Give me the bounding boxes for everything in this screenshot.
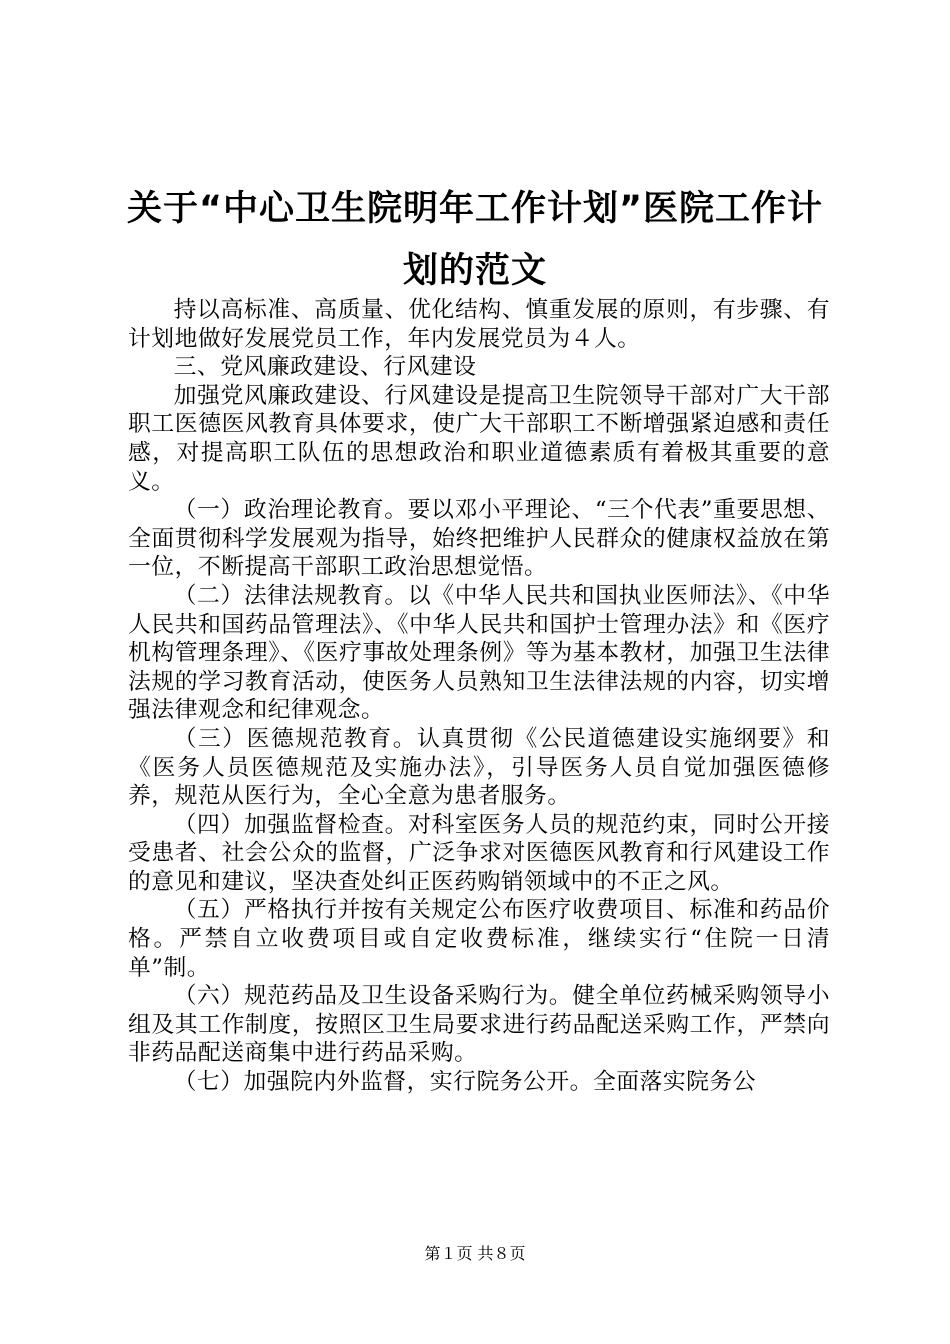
paragraph: （五）严格执行并按有关规定公布医疗收费项目、标准和药品价格。严禁自立收费项目或自定收费标准，继续实行“住院一日清单”制。 <box>128 897 830 981</box>
paragraph: （四）加强监督检查。对科室医务人员的规范约束，同时公开接受患者、社会公众的监督，广泛争求对医德医风教育和行风建设工作的意见和建议，坚决查处纠正医药购销领域中的不正之风。 <box>128 811 830 895</box>
paragraph: 加强党风廉政建设、行风建设是提高卫生院领导干部对广大干部职工医德医风教育具体要求，使广大干部职工不断增强紧迫感和责任感，对提高职工队伍的思想政治和职业道德素质有着极其重要的意义。 <box>128 382 830 495</box>
page-number-footer: 第１页 共８页 <box>424 1244 526 1263</box>
paragraph: （七）加强院内外监督，实行院务公开。全面落实院务公 <box>173 1069 757 1096</box>
section-heading: 三、党风廉政建设、行风建设 <box>173 354 477 381</box>
document-body <box>128 296 830 1097</box>
paragraph: 持以高标准、高质量、优化结构、慎重发展的原则，有步骤、有计划地做好发展党员工作，年内发展党员为４人。 <box>128 297 830 352</box>
paragraph: （一）政治理论教育。要以邓小平理论、“三个代表”重要思想、全面贯彻科学发展观为指导，始终把维护人民群众的健康权益放在第一位，不断提高干部职工政治思想觉悟。 <box>128 497 830 581</box>
paragraph: （二）法律法规教育。以《中华人民共和国执业医师法》、《中华人民共和国药品管理法》、《中华人民共和国护士管理办法》和《医疗机构管理条理》、《医疗事故处理条例》等为基本教材，加强卫生法律法规的学习教育活动，使医务人员熟知卫生法律法规的内容，切实增强法律观念和纪律观念。 <box>128 582 830 724</box>
paragraph: （六）规范药品及卫生设备采购行为。健全单位药械采购领导小组及其工作制度，按照区卫生局要求进行药品配送采购工作，严禁向非药品配送商集中进行药品采购。 <box>128 983 830 1067</box>
document-title: 关于“中心卫生院明年工作计划”医院工作计划的范文 <box>126 189 823 291</box>
paragraph: （三）医德规范教育。认真贯彻《公民道德建设实施纲要》和《医务人员医德规范及实施办法》，引导医务人员自觉加强医德修养，规范从医行为，全心全意为患者服务。 <box>128 725 830 810</box>
